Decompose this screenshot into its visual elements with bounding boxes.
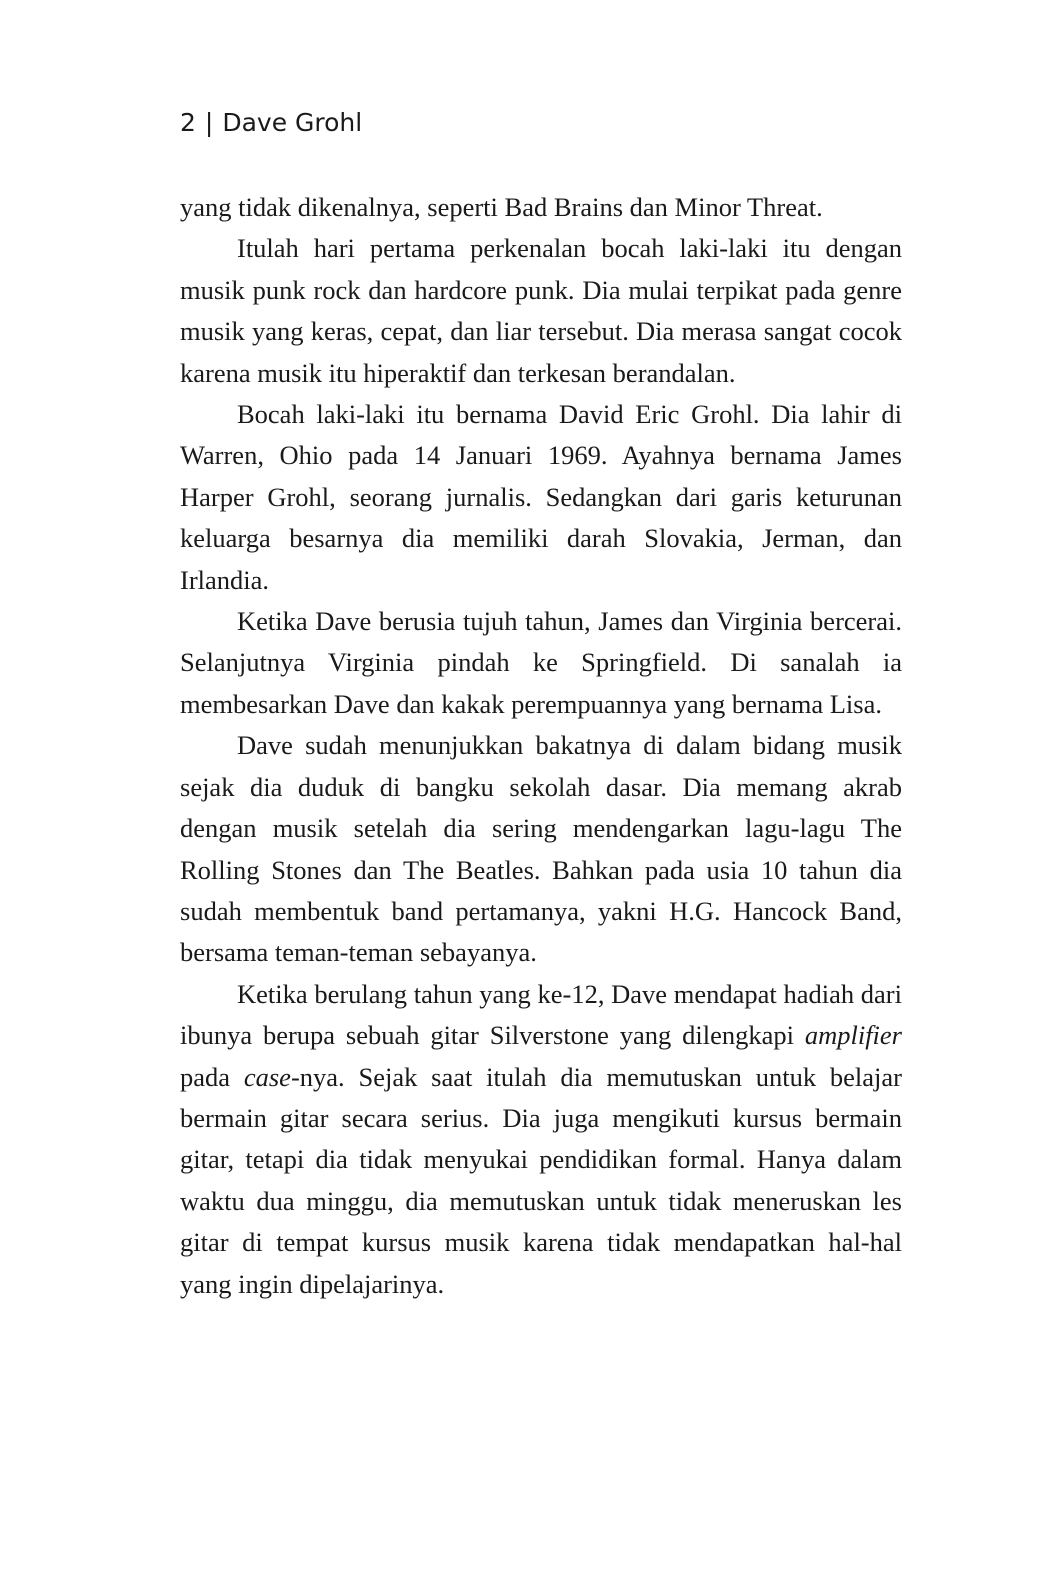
italic-term-amplifier: amplifier	[804, 1020, 902, 1051]
body-text	[180, 187, 902, 1305]
paragraph-text: Ketika berulang tahun yang ke-12, Dave mendapat hadiah dari ibunya berupa sebuah gitar Silverstone yang dilengkapi	[180, 978, 902, 1051]
italic-term-case: case	[243, 1061, 291, 1092]
paragraph-text: pada	[180, 1061, 244, 1092]
page-number: 2	[180, 108, 196, 137]
paragraph-text: -nya. Sejak saat itulah dia memutuskan untuk belajar bermain gitar secara serius. Dia juga mengikuti kursus bermain gitar, tetapi dia tidak menyukai pendidikan formal. Hanya dalam waktu dua minggu, dia memutuskan untuk tidak meneruskan les gitar di tempat kursus musik karena tidak mendapatkan hal-hal yang ingin dipelajarinya.	[180, 1061, 902, 1299]
running-title: Dave Grohl	[222, 108, 363, 137]
header-separator: |	[204, 108, 214, 137]
paragraph-divorce: Ketika Dave berusia tujuh tahun, James dan Virginia bercerai. Selanjutnya Virginia pindah ke Springfield. Di sanalah ia membesarkan Dave dan kakak perempuannya yang bernama Lisa.	[180, 606, 902, 719]
paragraph-first-guitar	[180, 974, 902, 1305]
paragraph-birth: Bocah laki-laki itu bernama David Eric Grohl. Dia lahir di Warren, Ohio pada 14 Januari 1969. Ayahnya bernama James Harper Grohl, seorang jurnalis. Sedangkan dari garis keturunan keluarga besarnya dia memiliki darah Slovakia, Jerman, dan Irlandia.	[180, 399, 902, 595]
paragraph-musical-talent: Dave sudah menunjukkan bakatnya di dalam bidang musik sejak dia duduk di bangku sekolah dasar. Dia memang akrab dengan musik setelah dia sering mendengarkan lagu-lagu The Rolling Stones dan The Beatles. Bahkan pada usia 10 tahun dia sudah membentuk band pertamanya, yakni H.G. Hancock Band, bersama teman-teman sebayanya.	[180, 730, 902, 968]
paragraph-continuation: yang tidak dikenalnya, seperti Bad Brains dan Minor Threat.	[180, 192, 823, 222]
running-head	[180, 106, 362, 140]
paragraph-punk-introduction: Itulah hari pertama perkenalan bocah laki-laki itu dengan musik punk rock dan hardcore punk. Dia mulai terpikat pada genre musik yang keras, cepat, dan liar tersebut. Dia merasa sangat cocok karena musik itu hiperaktif dan terkesan berandalan.	[180, 233, 902, 388]
